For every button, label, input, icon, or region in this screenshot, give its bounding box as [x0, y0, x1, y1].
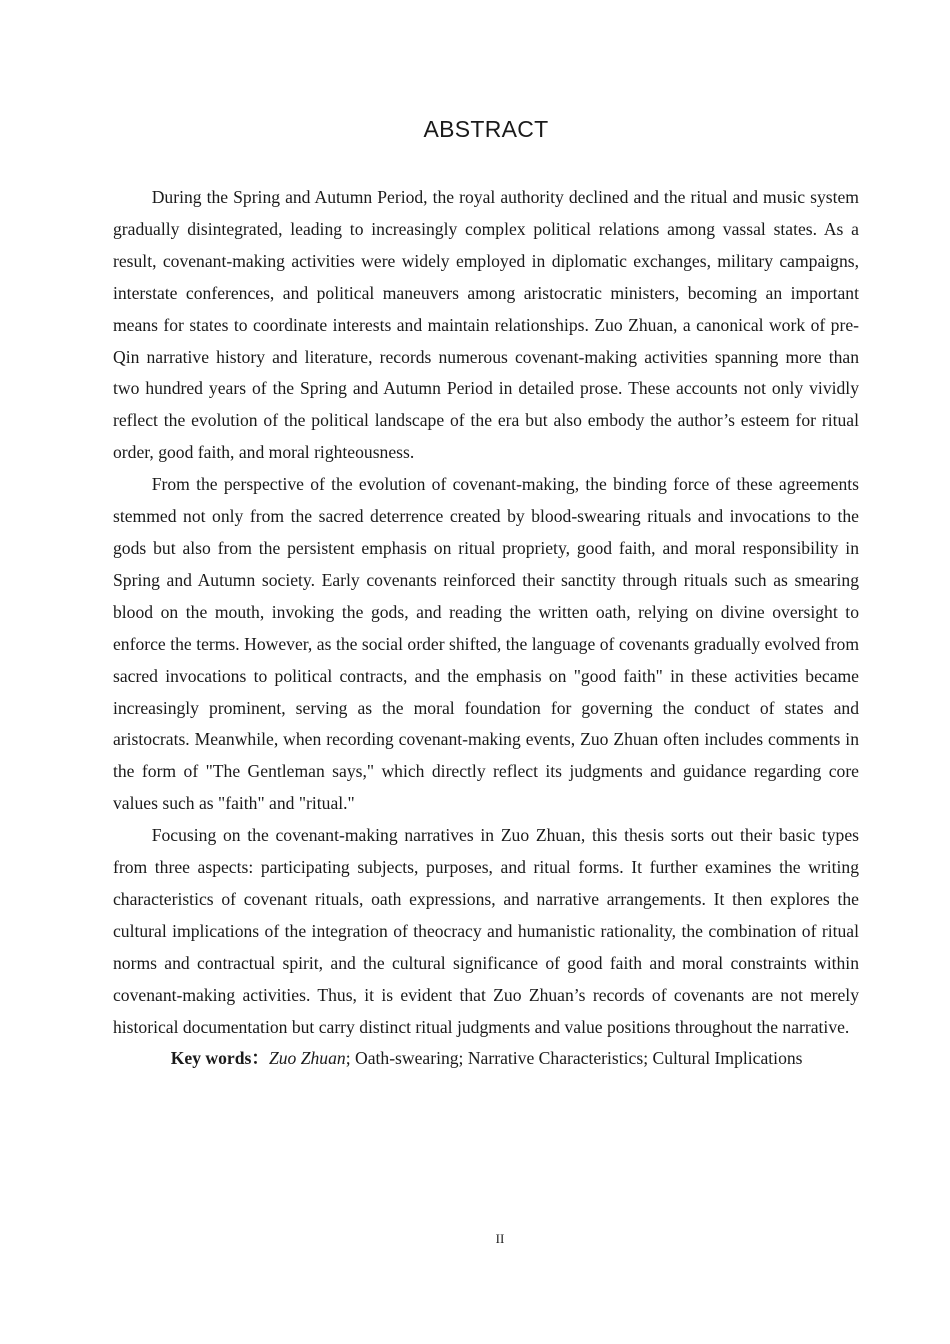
keyword-zuo-zhuan: Zuo Zhuan [268, 1048, 346, 1069]
abstract-body [113, 182, 859, 1075]
abstract-paragraph-3: Focusing on the covenant-making narratives in Zuo Zhuan, this thesis sorts out their basic types from three aspects: participating subjects, purposes, and ritual forms. It further examines the writing characteristics of covenant rituals, oath expressions, and narrative arrangements. It then explores the cultural implications of the integration of theocracy and humanistic rationality, the combination of ritual norms and contractual spirit, and the cultural significance of good faith and moral constraints within covenant-making activities. Thus, it is evident that Zuo Zhuan’s records of covenants are not merely historical documentation but carry distinct ritual judgments and value positions throughout the narrative. [113, 825, 859, 1037]
abstract-title: ABSTRACT [423, 116, 549, 142]
keywords-label: Key words： [170, 1048, 269, 1069]
keywords-rest: ; Oath-swearing; Narrative Characteristics; Cultural Implications [345, 1048, 803, 1069]
keywords-line [113, 1043, 859, 1075]
abstract-paragraph-2: From the perspective of the evolution of covenant-making, the binding force of these agreements stemmed not only from the sacred deterrence created by blood-swearing rituals and invocations to the gods but also from the persistent emphasis on ritual propriety, good faith, and moral responsibility in Spring and Autumn society. Early covenants reinforced their sanctity through rituals such as smearing blood on the mouth, invoking the gods, and reading the written oath, relying on divine oversight to enforce the terms. However, as the social order shifted, the language of covenants gradually evolved from sacred invocations to political contracts, and the emphasis on "good faith" in these activities became increasingly prominent, serving as the moral foundation for governing the conduct of states and aristocrats. Meanwhile, when recording covenant-making events, Zuo Zhuan often includes comments in the form of "The Gentleman says," which directly reflect its judgments and guidance regarding core values such as "faith" and "ritual." [113, 474, 859, 814]
page-number: II [495, 1231, 505, 1246]
abstract-paragraph-1: During the Spring and Autumn Period, the royal authority declined and the ritual and music system gradually disintegrated, leading to increasingly complex political relations among vassal states. As a result, covenant-making activities were widely employed in diplomatic exchanges, military campaigns, interstate conferences, and political maneuvers among aristocratic ministers, becoming an important means for states to coordinate interests and maintain relationships. Zuo Zhuan, a canonical work of pre-Qin narrative history and literature, records numerous covenant-making activities spanning more than two hundred years of the Spring and Autumn Period in detailed prose. These accounts not only vividly reflect the evolution of the political landscape of the era but also embody the author’s esteem for ritual order, good faith, and moral righteousness. [113, 187, 859, 463]
